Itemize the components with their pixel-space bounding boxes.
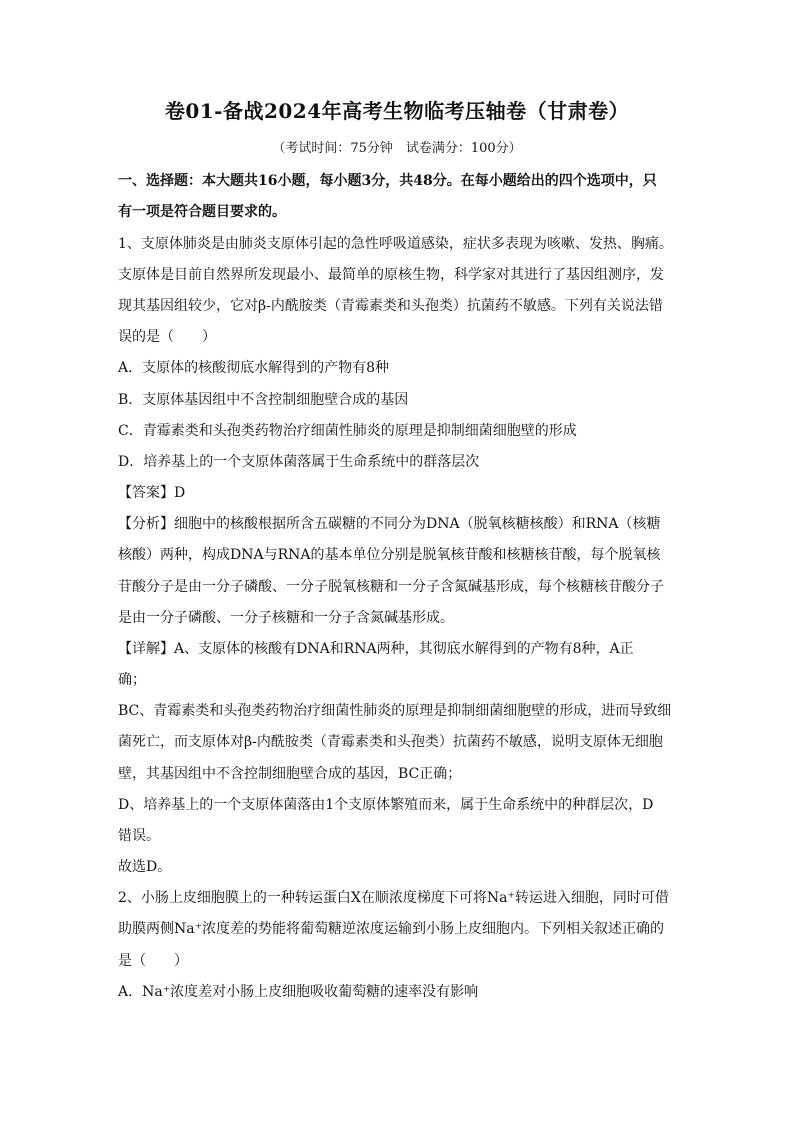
q1-option-d: D．培养基上的一个支原体菌落属于生命系统中的群落层次 bbox=[118, 454, 480, 470]
q1-detail-line: 菌死亡，而支原体对β-内酰胺类（青霉素类和头孢类）抗菌药不敏感，说明支原体无细胞 bbox=[118, 734, 663, 750]
q1-analysis-line: 核酸）两种，构成DNA与RNA的基本单位分别是脱氧核苷酸和核糖核苷酸，每个脱氧核 bbox=[118, 547, 661, 563]
section-heading-line: 有一项是符合题目要求的。 bbox=[118, 204, 286, 220]
q2-stem-line: 助膜两侧Na⁺浓度差的势能将葡萄糖逆浓度运输到小肠上皮细胞内。下列相关叙述正确的 bbox=[118, 921, 664, 937]
q1-detail-line: 确； bbox=[118, 672, 146, 688]
q1-option-a: A．支原体的核酸彻底水解得到的产物有8种 bbox=[118, 360, 390, 376]
section-heading-line: 一、选择题：本大题共16小题，每小题3分，共48分。在每小题给出的四个选项中，只 bbox=[118, 173, 657, 189]
q1-detail-line: 【详解】A、支原体的核酸有DNA和RNA两种，其彻底水解得到的产物有8种，A正 bbox=[118, 641, 634, 657]
q1-stem-line: 误的是（ ） bbox=[118, 329, 216, 345]
q1-stem-line: 现其基因组较少，它对β-内酰胺类（青霉素类和头孢类）抗菌药不敏感。下列有关说法错 bbox=[118, 298, 663, 314]
q2-stem-line: 是（ ） bbox=[118, 953, 188, 969]
q1-detail-line: 故选D。 bbox=[118, 859, 172, 875]
q1-option-b: B．支原体基因组中不含控制细胞壁合成的基因 bbox=[118, 392, 409, 408]
q2-stem-line: 2、小肠上皮细胞膜上的一种转运蛋白X在顺浓度梯度下可将Na⁺转运进入细胞，同时可借 bbox=[118, 890, 669, 906]
q1-stem-line: 支原体是目前自然界所发现最小、最简单的原核生物，科学家对其进行了基因组测序，发 bbox=[118, 267, 664, 283]
q1-detail-line: BC、青霉素类和头孢类药物治疗细菌性肺炎的原理是抑制细菌细胞壁的形成，进而导致细 bbox=[118, 703, 672, 719]
exam-info: （考试时间：75分钟 试卷满分：100分） bbox=[272, 141, 522, 156]
q1-detail-line: D、培养基上的一个支原体菌落由1个支原体繁殖而来，属于生命系统中的种群层次，D bbox=[118, 797, 654, 813]
q1-analysis-line: 是由一分子磷酸、一分子核糖和一分子含氮碱基形成。 bbox=[118, 610, 454, 626]
q1-stem-line: 1、支原体肺炎是由肺炎支原体引起的急性呼吸道感染，症状多表现为咳嗽、发热、胸痛。 bbox=[118, 236, 673, 252]
q1-answer: 【答案】D bbox=[118, 485, 186, 501]
q1-detail-line: 错误。 bbox=[118, 828, 160, 844]
q1-detail-line: 壁，其基因组中不含控制细胞壁合成的基因，BC正确； bbox=[118, 766, 462, 782]
q2-option-a: A．Na⁺浓度差对小肠上皮细胞吸收葡萄糖的速率没有影响 bbox=[118, 984, 479, 1000]
q1-analysis-line: 苷酸分子是由一分子磷酸、一分子脱氧核糖和一分子含氮碱基形成，每个核糖核苷酸分子 bbox=[118, 579, 664, 595]
document-title: 卷01-备战2024年高考生物临考压轴卷（甘肃卷） bbox=[164, 99, 630, 123]
q1-option-c: C．青霉素类和头孢类药物治疗细菌性肺炎的原理是抑制细菌细胞壁的形成 bbox=[118, 423, 577, 439]
q1-analysis-line: 【分析】细胞中的核酸根据所含五碳糖的不同分为DNA（脱氧核糖核酸）和RNA（核糖 bbox=[118, 516, 661, 532]
